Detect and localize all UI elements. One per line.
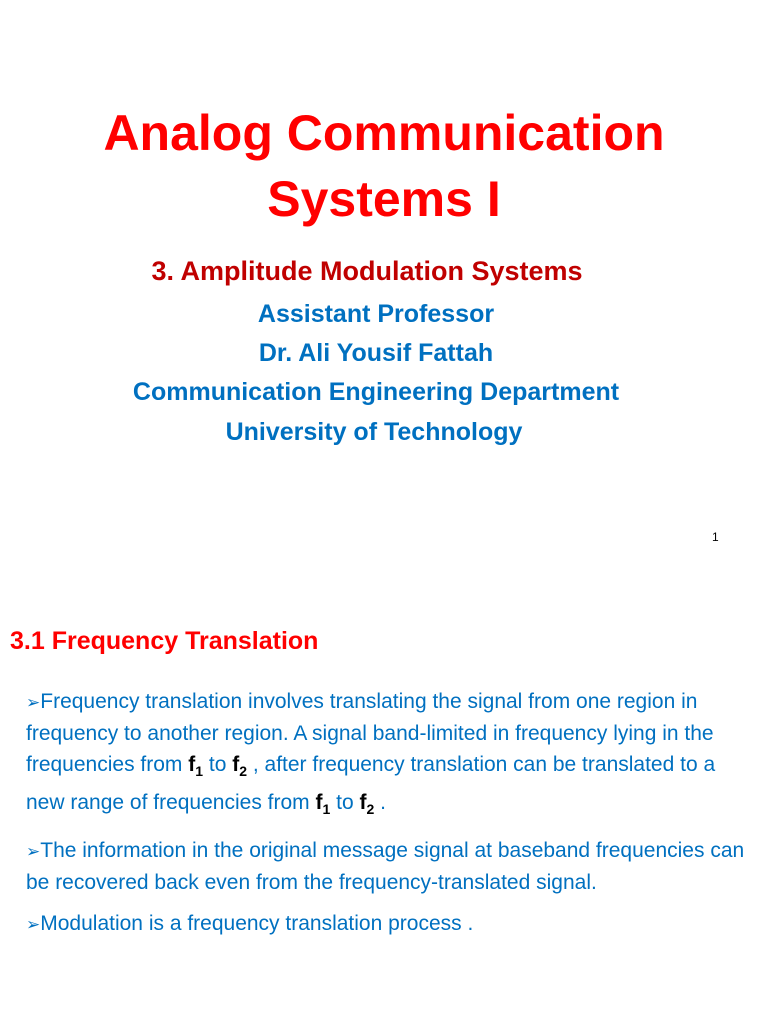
slide-subtitle: 3. Amplitude Modulation Systems [151,256,583,286]
university: University of Technology [225,418,523,446]
bullet-item-frequency-translation: ➢Frequency translation involves translating the signal from one region in frequency to another region. A signal band-limited in frequency lying in the frequencies from $f_1$ to $f_2$ , after frequency translation can be translated to a new range of frequencies from $f_1$ to $f_2$ . [26,690,716,818]
author-role: Assistant Professor [257,300,495,328]
arrow-bullet-icon: ➢ [26,693,41,712]
page-number: 1 [712,530,719,544]
bullet-list [26,686,746,950]
arrow-bullet-icon: ➢ [26,915,41,935]
frequency-symbol: $f_2$ [359,791,375,818]
slide-title [0,100,768,232]
bullet-text: Frequency translation involves translating the signal from one region in frequency to another region. A signal band-limited in frequency lying in the frequencies from [26,690,714,776]
author-name: Dr. Ali Yousif Fattah [258,339,494,367]
frequency-symbol: $f_2$ [232,753,248,780]
section-title: 3.1 Frequency Translation [10,627,319,655]
arrow-bullet-icon: ➢ [26,842,41,862]
bullet-item-modulation [26,908,746,940]
department: Communication Engineering Department [132,378,620,406]
frequency-symbol: $f_1$ [188,753,204,780]
content-slide [0,590,768,1024]
bullet-text: Modulation is a frequency translation process . [40,912,474,936]
title-line-1: Analog Communication [103,105,665,161]
frequency-symbol: $f_1$ [315,791,331,818]
title-line-2: Systems I [267,171,501,227]
bullet-text: The information in the original message signal at baseband frequencies can be recovered back even from the frequency-translated signal. [26,839,745,895]
bullet-item-baseband-recovery [26,835,746,898]
